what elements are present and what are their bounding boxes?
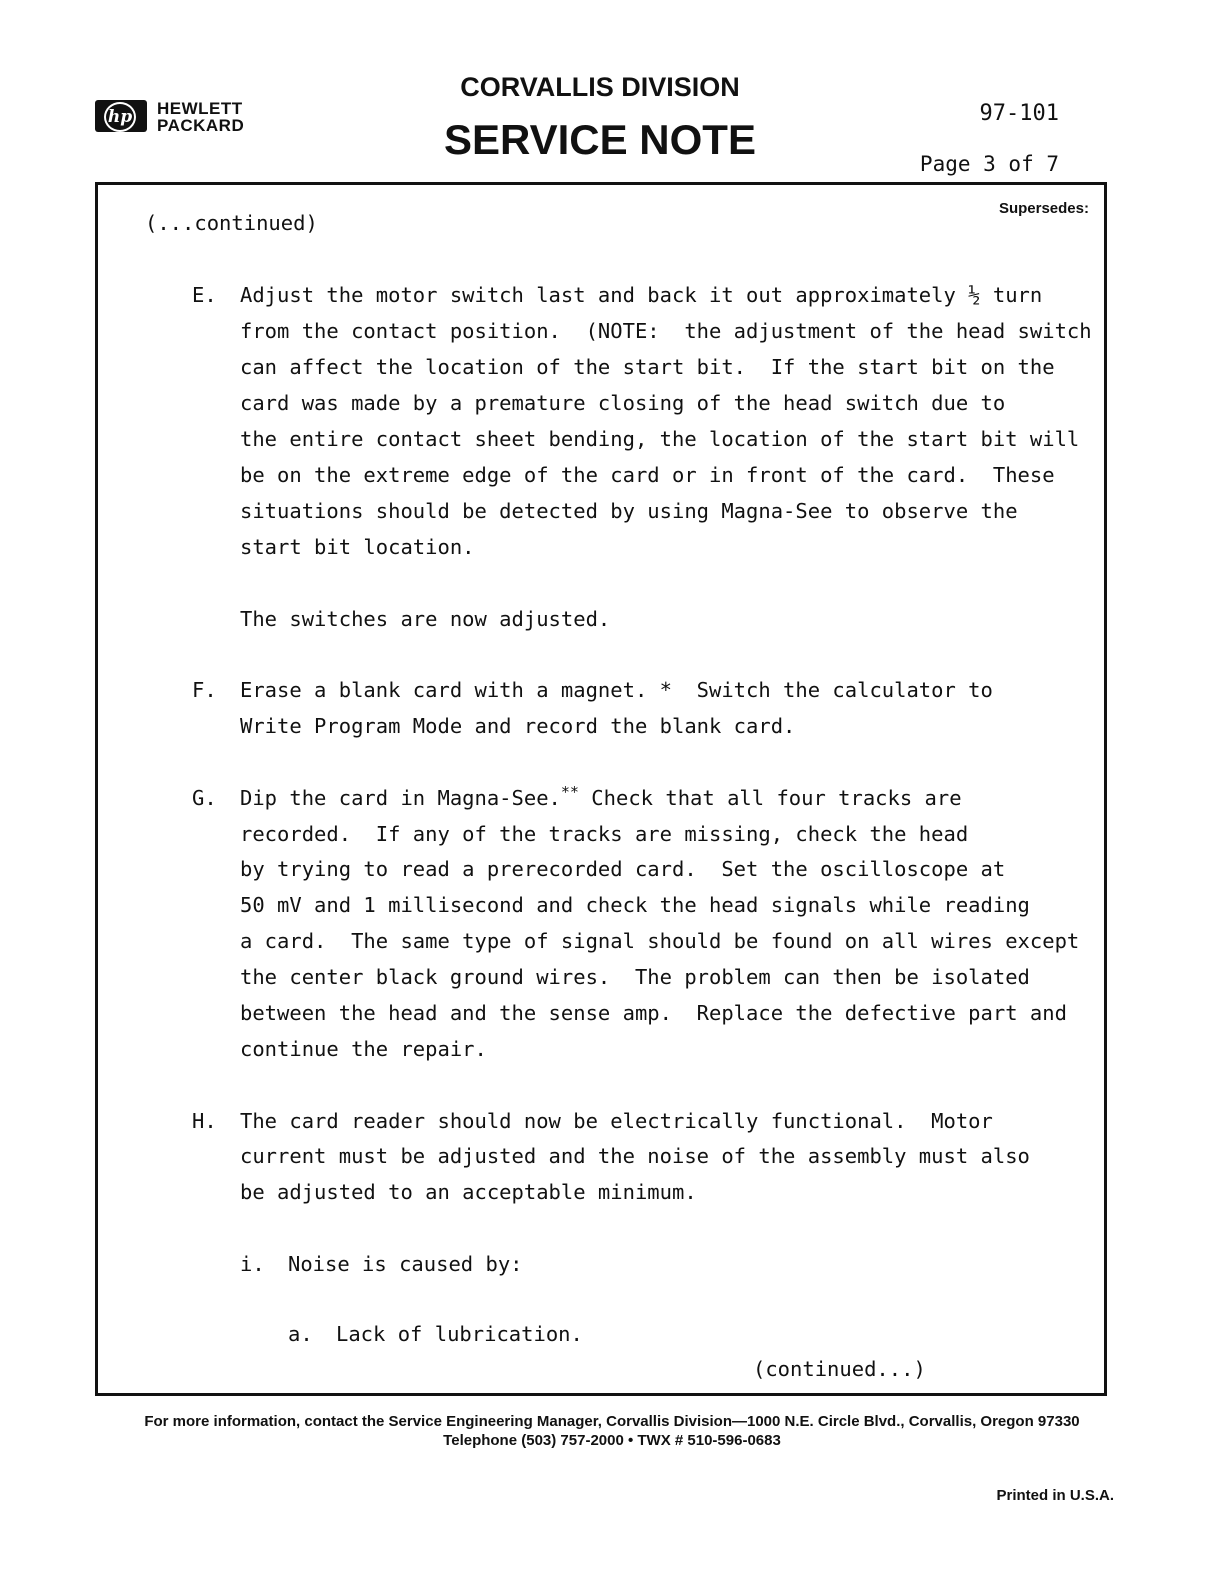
continued-top: (...continued) (145, 211, 318, 235)
item-g-line-1 (240, 783, 962, 810)
item-f-label: F. (192, 678, 217, 702)
sub-item-i-text: Noise is caused by: (288, 1252, 523, 1276)
hp-logo-icon: hp (95, 100, 147, 132)
sub-item-i-label: i. (240, 1252, 265, 1276)
item-g-line-1-text: Dip the card in Magna-See. (240, 786, 561, 810)
logo-line-1: HEWLETT (157, 99, 243, 118)
item-g-line-7: between the head and the sense amp. Replace the defective part and (240, 1001, 1067, 1025)
document-number: 97-101 (979, 101, 1059, 126)
division-title: CORVALLIS DIVISION (460, 72, 740, 102)
item-h-label: H. (192, 1109, 217, 1133)
footer-contact: For more information, contact the Service Engineering Manager, Corvallis Division—1000 N.E. Circle Blvd., Corvallis, Oregon 97330 (144, 1413, 1080, 1430)
page-number: Page 3 of 7 (919, 152, 1059, 176)
item-e-line-3: can affect the location of the start bit. If the start bit on the (240, 355, 1055, 379)
hp-logo (95, 100, 265, 136)
item-e-line-2: from the contact position. (NOTE: the adjustment of the head switch (240, 319, 1092, 343)
page-title: SERVICE NOTE (444, 116, 756, 163)
sub-item-a-text: Lack of lubrication. (336, 1322, 583, 1346)
sub-item-a-label: a. (288, 1322, 313, 1346)
item-g-line-1-rest: Check that all four tracks are (578, 786, 962, 810)
item-e-line-6: be on the extreme edge of the card or in front of the card. These (240, 463, 1055, 487)
item-e-line-8: start bit location. (240, 535, 475, 559)
item-f-line-1: Erase a blank card with a magnet. * Switch the calculator to (240, 678, 993, 702)
item-g-line-2: recorded. If any of the tracks are missing, check the head (240, 822, 969, 846)
logo-line-2: PACKARD (157, 116, 245, 135)
item-g-line-4: 50 mV and 1 millisecond and check the head signals while reading (240, 893, 1030, 917)
item-h-line-2: current must be adjusted and the noise of the assembly must also (240, 1144, 1030, 1168)
continued-bottom: (continued...) (753, 1357, 926, 1381)
item-e-label: E. (192, 283, 217, 307)
item-h-line-1: The card reader should now be electrically functional. Motor (240, 1109, 993, 1133)
item-e-line-5: the entire contact sheet bending, the location of the start bit will (240, 427, 1080, 451)
footnote-marker: ** (560, 783, 579, 802)
supersedes-label: Supersedes: (998, 200, 1089, 217)
logo-wordmark (157, 100, 244, 134)
item-g-line-8: continue the repair. (240, 1037, 487, 1061)
footer-telephone: Telephone (503) 757-2000 • TWX # 510-596-0683 (443, 1432, 781, 1449)
item-g-line-6: the center black ground wires. The problem can then be isolated (240, 965, 1030, 989)
item-g-line-3: by trying to read a prerecorded card. Set the oscilloscope at (240, 857, 1006, 881)
item-h-line-3: be adjusted to an acceptable minimum. (240, 1180, 697, 1204)
item-f-line-2: Write Program Mode and record the blank card. (240, 714, 796, 738)
item-e-followup: The switches are now adjusted. (240, 607, 611, 631)
printed-in-usa: Printed in U.S.A. (996, 1487, 1114, 1504)
item-g-line-5: a card. The same type of signal should be found on all wires except (240, 929, 1080, 953)
item-g-label: G. (192, 786, 217, 810)
item-e-line-7: situations should be detected by using Magna-See to observe the (240, 499, 1018, 523)
item-e-line-4: card was made by a premature closing of the head switch due to (240, 391, 1006, 415)
item-e-line-1: Adjust the motor switch last and back it out approximately ½ turn (240, 283, 1043, 307)
